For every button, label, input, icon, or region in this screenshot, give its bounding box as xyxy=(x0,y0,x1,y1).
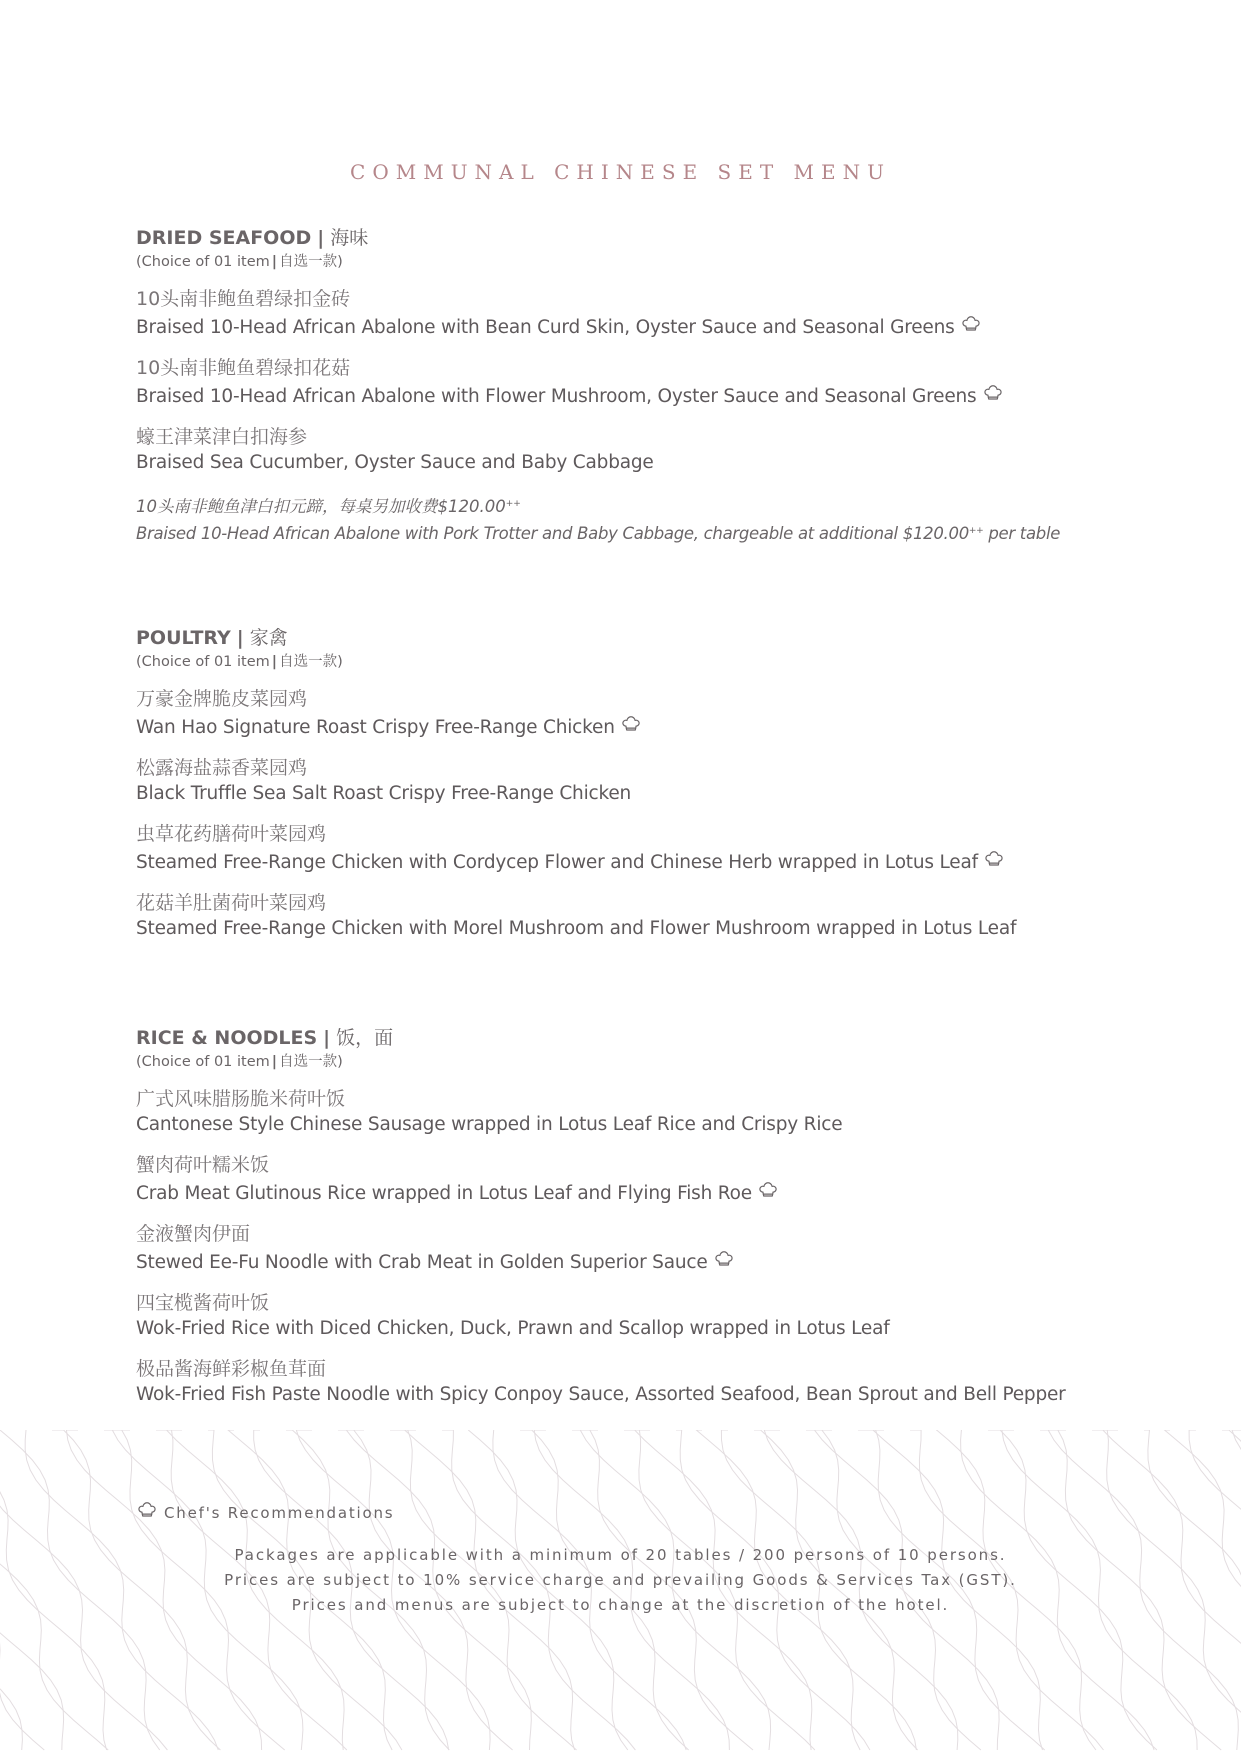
menu-item-en-text: Braised Sea Cucumber, Oyster Sauce and Baby Cabbage xyxy=(136,452,654,473)
section-title-en: POULTRY xyxy=(136,627,231,649)
menu-item-en xyxy=(136,712,1136,741)
legend-label: Chef's Recommendations xyxy=(164,1504,395,1522)
menu-item xyxy=(136,355,1136,410)
menu-item xyxy=(136,1356,1136,1408)
chef-hat-icon xyxy=(757,1178,779,1200)
menu-item-en-text: Cantonese Style Chinese Sausage wrapped in Lotus Leaf Rice and Crispy Rice xyxy=(136,1114,843,1135)
menu-item-en-text: Braised 10-Head African Abalone with Flower Mushroom, Oyster Sauce and Seasonal Greens xyxy=(136,386,977,407)
footer-line: Prices are subject to 10% service charge and prevailing Goods & Services Tax (GST). xyxy=(224,1571,1017,1589)
section-title-separator: | xyxy=(236,627,244,649)
menu-item-zh: 蟹肉荷叶糯米饭 xyxy=(136,1154,270,1176)
choice-note-en: (Choice of 01 item xyxy=(136,1054,270,1070)
menu-item-zh: 10头南非鲍鱼碧绿扣花菇 xyxy=(136,357,351,379)
menu-item-en-text: Wok-Fried Rice with Diced Chicken, Duck, Prawn and Scallop wrapped in Lotus Leaf xyxy=(136,1318,890,1339)
menu-item-en-text: Steamed Free-Range Chicken with Morel Mushroom and Flower Mushroom wrapped in Lotus Leaf xyxy=(136,918,1017,939)
menu-item-en-text: Steamed Free-Range Chicken with Cordycep Flower and Chinese Herb wrapped in Lotus Leaf xyxy=(136,852,978,873)
section-heading xyxy=(136,626,1136,650)
menu-item-en xyxy=(136,1316,1136,1342)
chef-hat-icon xyxy=(982,381,1004,403)
choice-note xyxy=(136,252,1136,272)
section-rice-noodles xyxy=(136,1026,1136,1408)
menu-item xyxy=(136,286,1136,341)
menu-item xyxy=(136,1152,1136,1207)
menu-item-zh: 极品酱海鲜彩椒鱼茸面 xyxy=(136,1358,327,1380)
menu-item-en xyxy=(136,1247,1136,1276)
section-title-en: DRIED SEAFOOD xyxy=(136,227,312,249)
menu-item-zh: 虫草花药膳荷叶菜园鸡 xyxy=(136,823,327,845)
choice-note-en: (Choice of 01 item xyxy=(136,254,270,270)
chef-hat-icon xyxy=(960,312,982,334)
menu-item xyxy=(136,821,1136,876)
section-title-zh: 家禽 xyxy=(249,627,288,649)
section-heading xyxy=(136,1026,1136,1050)
menu-item-en-text: Crab Meat Glutinous Rice wrapped in Lotus Leaf and Flying Fish Roe xyxy=(136,1183,752,1204)
menu-item-zh: 松露海盐蒜香菜园鸡 xyxy=(136,757,308,779)
menu-item xyxy=(136,424,1136,476)
menu-item-zh: 10头南非鲍鱼碧绿扣金砖 xyxy=(136,288,351,310)
choice-note-zh: 自选一款) xyxy=(279,254,343,270)
choice-note-separator: | xyxy=(271,1054,278,1070)
menu-item-en xyxy=(136,381,1136,410)
menu-item-en xyxy=(136,312,1136,341)
section-heading xyxy=(136,226,1136,250)
choice-note-separator: | xyxy=(271,254,278,270)
menu-item-en-text: Braised 10-Head African Abalone with Bean Curd Skin, Oyster Sauce and Seasonal Greens xyxy=(136,317,955,338)
menu-item-en-text: Black Truffle Sea Salt Roast Crispy Free-Range Chicken xyxy=(136,783,632,804)
section-title-zh: 饭，面 xyxy=(336,1027,394,1049)
menu-item-en xyxy=(136,1382,1136,1408)
choice-note-zh: 自选一款) xyxy=(279,1054,343,1070)
menu-item-en-text: Wan Hao Signature Roast Crispy Free-Range Chicken xyxy=(136,717,615,738)
footer-notes xyxy=(0,1543,1241,1618)
choice-note-zh: 自选一款) xyxy=(279,654,343,670)
menu-item xyxy=(136,755,1136,807)
chef-hat-icon xyxy=(136,1498,158,1520)
choice-note-separator: | xyxy=(271,654,278,670)
menu-item-en xyxy=(136,1178,1136,1207)
page-title: COMMUNAL CHINESE SET MENU xyxy=(350,160,891,184)
menu-item-en xyxy=(136,450,1136,476)
section-poultry xyxy=(136,626,1136,942)
chef-hat-icon xyxy=(983,847,1005,869)
chef-hat-icon xyxy=(713,1247,735,1269)
menu-item xyxy=(136,890,1136,942)
menu-item-zh: 花菇羊肚菌荷叶菜园鸡 xyxy=(136,892,327,914)
section-title-zh: 海味 xyxy=(330,227,369,249)
menu-item-en xyxy=(136,1112,1136,1138)
menu-item-en-text: Stewed Ee-Fu Noodle with Crab Meat in Golden Superior Sauce xyxy=(136,1252,708,1273)
section-title-separator: | xyxy=(317,227,325,249)
chef-hat-icon xyxy=(620,712,642,734)
choice-note xyxy=(136,652,1136,672)
menu-item-zh: 蠔王津菜津白扣海参 xyxy=(136,426,308,448)
menu-item-zh: 金液蟹肉伊面 xyxy=(136,1223,251,1245)
menu-item xyxy=(136,1221,1136,1276)
menu-item-zh: 四宝榄酱荷叶饭 xyxy=(136,1292,270,1314)
choice-note xyxy=(136,1052,1136,1072)
menu-item-en xyxy=(136,847,1136,876)
footer-line: Packages are applicable with a minimum of 20 tables / 200 persons of 10 persons. xyxy=(234,1546,1007,1564)
menu-item-zh: 万豪金牌脆皮菜园鸡 xyxy=(136,688,308,710)
menu-item-zh: 广式风味腊肠脆米荷叶饭 xyxy=(136,1088,346,1110)
section-dried-seafood xyxy=(136,226,1136,546)
section-title-separator: | xyxy=(323,1027,331,1049)
menu-item xyxy=(136,1290,1136,1342)
menu-item-en xyxy=(136,781,1136,807)
menu-item-en-text: Wok-Fried Fish Paste Noodle with Spicy Conpoy Sauce, Assorted Seafood, Bean Sprout and Bell Pepper xyxy=(136,1384,1066,1405)
section-title-en: RICE & NOODLES xyxy=(136,1027,318,1049)
optional-item-zh: 10头南非鲍鱼津白扣元蹄，每桌另加收费$120.00++ xyxy=(136,497,521,516)
menu-item xyxy=(136,1086,1136,1138)
choice-note-en: (Choice of 01 item xyxy=(136,654,270,670)
footer-line: Prices and menus are subject to change at the discretion of the hotel. xyxy=(291,1596,950,1614)
optional-item-en: Braised 10-Head African Abalone with Pork Trotter and Baby Cabbage, chargeable at additional $120.00++ per table xyxy=(136,524,1061,543)
chef-recommendation-legend xyxy=(136,1498,394,1522)
menu-item xyxy=(136,686,1136,741)
optional-upgrade-item xyxy=(136,492,1136,546)
menu-item-en xyxy=(136,916,1136,942)
